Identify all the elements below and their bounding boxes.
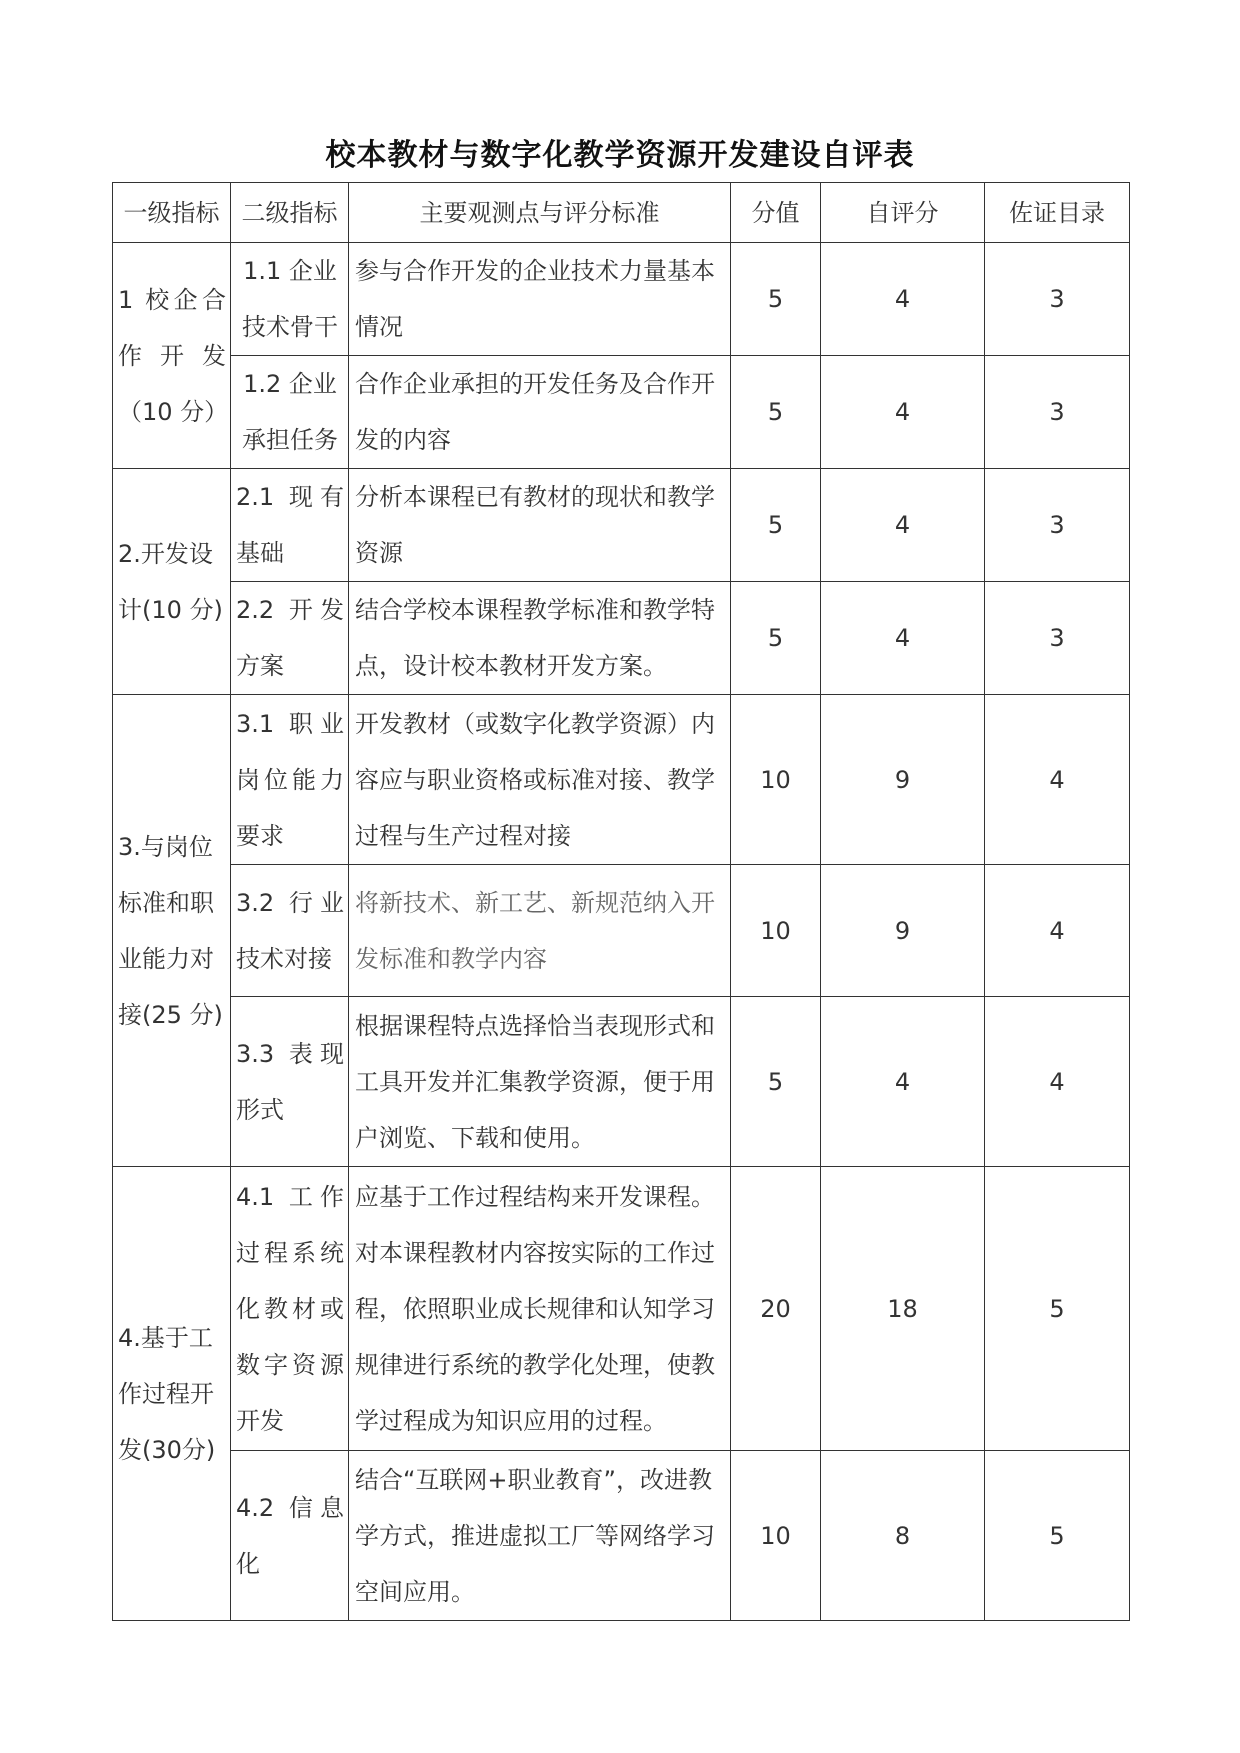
level1-cell: 3.与岗位标准和职业能力对接(25 分) (113, 695, 231, 1167)
score-cell: 10 (731, 695, 821, 865)
level1-cell: 1 校企合作 开 发（10 分） (113, 243, 231, 469)
evidence-cell: 5 (985, 1451, 1130, 1621)
page-title: 校本教材与数字化教学资源开发建设自评表 (325, 138, 915, 173)
criteria-cell: 结合“互联网+职业教育”，改进教学方式，推进虚拟工厂等网络学习空间应用。 (349, 1451, 731, 1621)
table-row (113, 469, 1130, 582)
evidence-cell: 4 (985, 865, 1130, 997)
column-header-score: 分值 (731, 183, 821, 243)
level2-cell: 3.2 行业技术对接 (231, 865, 349, 997)
column-header-level1: 一级指标 (113, 183, 231, 243)
self-score-cell: 4 (821, 469, 985, 582)
level2-cell: 3.1 职业岗位能力要求 (231, 695, 349, 865)
criteria-cell: 根据课程特点选择恰当表现形式和工具开发并汇集教学资源，便于用户浏览、下载和使用。 (349, 997, 731, 1167)
score-cell: 5 (731, 997, 821, 1167)
evidence-cell: 3 (985, 582, 1130, 695)
score-cell: 20 (731, 1167, 821, 1451)
column-header-level2: 二级指标 (231, 183, 349, 243)
evidence-cell: 3 (985, 469, 1130, 582)
criteria-cell: 分析本课程已有教材的现状和教学资源 (349, 469, 731, 582)
score-cell: 10 (731, 865, 821, 997)
score-cell: 5 (731, 469, 821, 582)
level1-cell: 4.基于工作过程开发(30分) (113, 1167, 231, 1621)
level2-cell: 4.1 工作过程系统化教材或数字资源开发 (231, 1167, 349, 1451)
criteria-cell: 结合学校本课程教学标准和教学特点，设计校本教材开发方案。 (349, 582, 731, 695)
evidence-cell: 4 (985, 997, 1130, 1167)
evidence-cell: 4 (985, 695, 1130, 865)
table-row (113, 582, 1130, 695)
score-cell: 5 (731, 582, 821, 695)
criteria-cell: 开发教材（或数字化教学资源）内容应与职业资格或标准对接、教学过程与生产过程对接 (349, 695, 731, 865)
self-score-cell: 4 (821, 243, 985, 356)
self-score-cell: 4 (821, 997, 985, 1167)
table-row (113, 1451, 1130, 1621)
criteria-cell: 应基于工作过程结构来开发课程。对本课程教材内容按实际的工作过程，依照职业成长规律和认知学习规律进行系统的教学化处理，使教学过程成为知识应用的过程。 (349, 1167, 731, 1451)
level1-cell: 2.开发设计(10 分) (113, 469, 231, 695)
self-evaluation-table (112, 182, 1130, 1621)
score-cell: 5 (731, 243, 821, 356)
self-score-cell: 4 (821, 582, 985, 695)
evidence-cell: 3 (985, 356, 1130, 469)
self-score-cell: 9 (821, 695, 985, 865)
level2-cell: 4.2 信息化 (231, 1451, 349, 1621)
level2-cell: 2.2 开发方案 (231, 582, 349, 695)
self-score-cell: 18 (821, 1167, 985, 1451)
score-cell: 5 (731, 356, 821, 469)
criteria-cell: 合作企业承担的开发任务及合作开发的内容 (349, 356, 731, 469)
self-score-cell: 8 (821, 1451, 985, 1621)
criteria-cell: 参与合作开发的企业技术力量基本情况 (349, 243, 731, 356)
score-cell: 10 (731, 1451, 821, 1621)
self-score-cell: 9 (821, 865, 985, 997)
level2-cell: 3.3 表现形式 (231, 997, 349, 1167)
table-row (113, 243, 1130, 356)
column-header-criteria: 主要观测点与评分标准 (349, 183, 731, 243)
level2-cell: 2.1 现有基础 (231, 469, 349, 582)
table-row (113, 1167, 1130, 1451)
level2-cell: 1.1 企业技术骨干 (231, 243, 349, 356)
level2-cell: 1.2 企业承担任务 (231, 356, 349, 469)
table-row (113, 695, 1130, 865)
evidence-cell: 3 (985, 243, 1130, 356)
table-row (113, 865, 1130, 997)
table-row (113, 356, 1130, 469)
table-header-row (113, 183, 1130, 243)
criteria-cell: 将新技术、新工艺、新规范纳入开发标准和教学内容 (349, 865, 731, 997)
evidence-cell: 5 (985, 1167, 1130, 1451)
self-score-cell: 4 (821, 356, 985, 469)
column-header-self-score: 自评分 (821, 183, 985, 243)
column-header-evidence: 佐证目录 (985, 183, 1130, 243)
table-row (113, 997, 1130, 1167)
